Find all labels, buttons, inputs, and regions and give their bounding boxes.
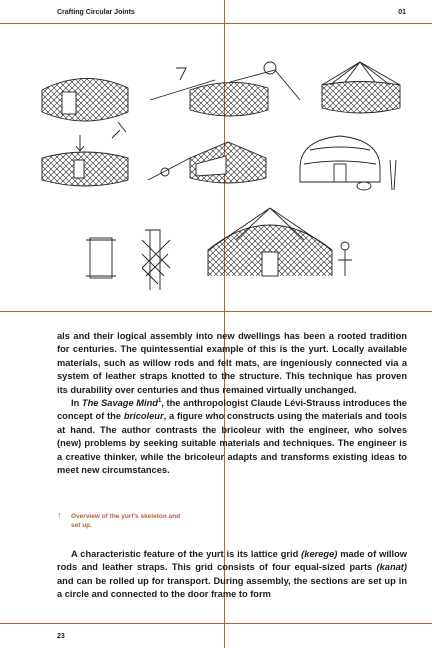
paragraph-3-lead: A characteristic feature of the yurt is its lattice grid: [71, 549, 302, 559]
paragraph-3-end: and can be rolled up for transport. During assembly, the sections are set up in a circle and connected to the door frame to form: [57, 575, 407, 600]
yurt-felt-covered-sketch: [300, 136, 396, 190]
yurt-partial-cover-sketch: [190, 142, 266, 183]
running-header-page-label: 01: [398, 9, 406, 16]
body-paragraph-3: [57, 548, 407, 602]
yurt-frame-complete-sketch: [322, 62, 400, 113]
yurt-lattice-wall-sketch: [42, 78, 128, 121]
footnote-marker: 1: [157, 397, 162, 404]
yurt-assembly-illustration: [0, 40, 432, 300]
paragraph-2-lead: In: [71, 398, 82, 409]
book-title: The Savage Mind: [81, 398, 158, 409]
caption-arrow-up-icon: ↑: [57, 510, 62, 520]
term-bricoleur: bricoleur: [123, 411, 164, 422]
mid-rule: [0, 311, 432, 312]
yurt-lattice-dome-sketch: [208, 208, 352, 276]
body-paragraph-1: [57, 330, 407, 477]
running-header-title: Crafting Circular Joints: [57, 9, 135, 16]
paragraph-2: [57, 397, 407, 477]
header-rule: [0, 23, 432, 24]
page-folio: 23: [57, 633, 65, 640]
paragraph-3: [57, 548, 407, 602]
paragraph-text: als and their logical assembly into new dwellings has been a rooted tradition for centuries. The quintessential example of this is the yurt. Locally available materials, such as willow rods and felt mats, are ingeniously connected via a system of leather straps knotted to the structure. This technique has proven its durability over centuries and thus remained virtually unchanged.: [57, 331, 407, 395]
caption-text: Overview of the yurt's skeleton and set up.: [71, 513, 181, 529]
footer-rule: [0, 623, 432, 624]
lattice-joint-detail-sketch: [142, 230, 170, 290]
yurt-roof-poles-sketch: [150, 68, 268, 116]
yurt-pole-fitting-sketch: [148, 158, 190, 180]
yurt-wall-ring-sketch: [42, 152, 128, 186]
door-frame-detail-sketch: [86, 238, 116, 278]
term-kerege: (kerege): [301, 549, 338, 559]
paragraph-2-middle: , the anthropologist Claude Lévi-Strauss introduces the concept of the: [57, 398, 407, 422]
term-kanat: (kanat): [376, 562, 407, 573]
paragraph-2-end: , a figure who constructs using the materials and tools at hand. The author contrasts the bricoleur with the engineer, who solves (new) problems by seeking suitable materials and techniques. The engineer is a creative thinker, while the bricoleur adapts and transforms existing ideas to meet new circumstances.: [57, 411, 407, 476]
paragraph-3-middle: made of willow rods and leather straps. This grid consists of four equal-sized parts: [57, 549, 408, 573]
